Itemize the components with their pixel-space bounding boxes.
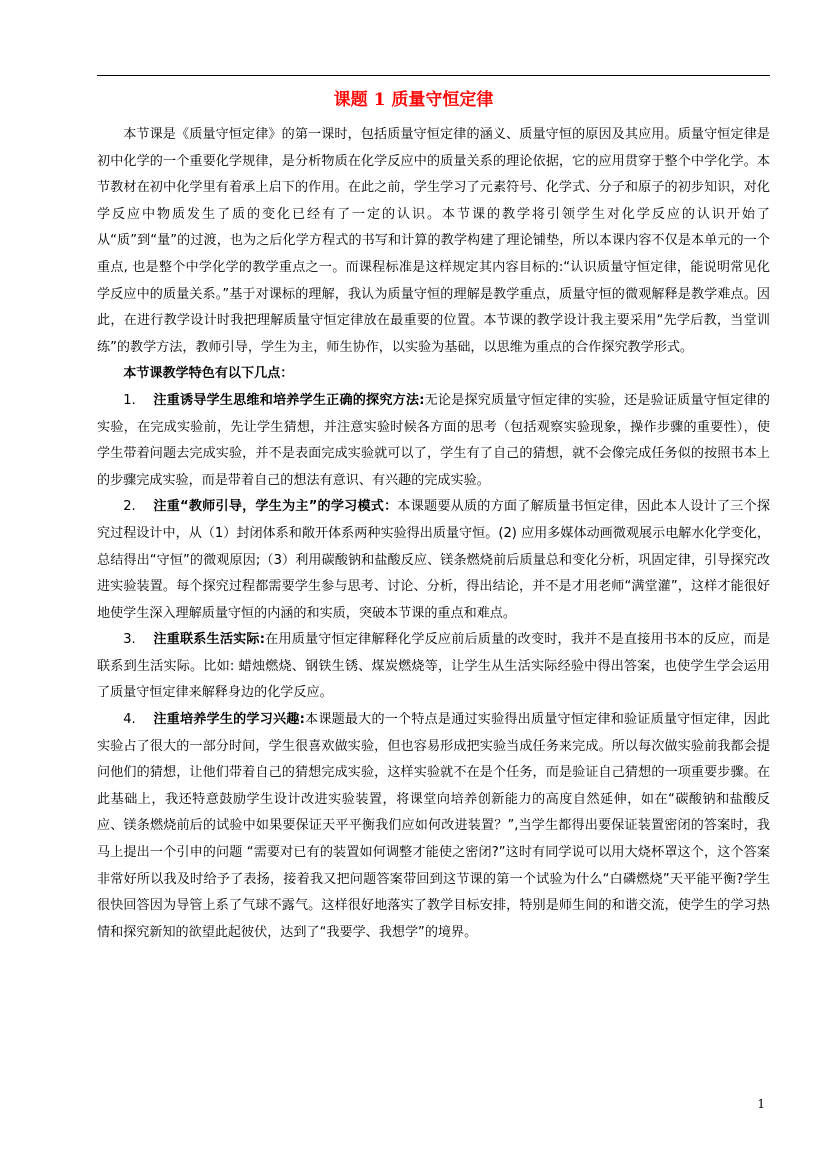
feature-number: 1.: [123, 392, 136, 408]
intro-paragraph: 本节课是《质量守恒定律》的第一课时，包括质量守恒定律的涵义、质量守恒的原因及其应用。质量守恒定律是初中化学的一个重要化学规律，是分析物质在化学反应中的质量关系的理论依据，它的应用贯穿于整个中学化学。本节教材在初中化学里有着承上启下的作用。在此之前，学生学习了元素符号、化学式、分子和原子的初步知识，对化学反应中物质发生了质的变化已经有了一定的认识。本节课的教学将引领学生对化学反应的认识开始了从“质”到“量”的过渡，也为之后化学方程式的书写和计算的教学构建了理论铺垫，所以本课内容不仅是本单元的一个重点, 也是整个中学化学的教学重点之一。而课程标准是这样规定其内容目标的:“认识质量守恒定律，能说明常见化学反应中的质量关系。”基于对课标的理解，我认为质量守恒的理解是教学重点，质量守恒的微观解释是教学难点。因此，在进行教学设计时我把理解质量守恒定律放在最重要的位置。本节课的教学设计我主要采用“先学后教，当堂训练”的教学方法，教师引导，学生为主，师生协作，以实验为基础，以思维为重点的合作探究教学形式。: [97, 127, 770, 355]
feature-lead: 注重诱导学生思维和培养学生正确的探究方法:: [153, 392, 425, 408]
feature-lead: 注重“教师引导，学生为主”的学习模式：: [153, 499, 398, 515]
feature-text: 在用质量守恒定律解释化学反应前后质量的改变时，我并不是直接用书本的反应，而是联系到生活实际。比如: 蜡烛燃烧、钢铁生锈、煤炭燃烧等，让学生从生活实际经验中得出答案，也使学生学会运用了质量守恒定律来解释身边的化学反应。: [97, 632, 770, 701]
header-rule: [97, 75, 770, 76]
feature-item-1: [97, 388, 770, 494]
feature-lead: 注重培养学生的学习兴趣:: [153, 712, 305, 728]
document-body: [97, 122, 770, 946]
feature-text: 本课题最大的一个特点是通过实验得出质量守恒定律和验证质量守恒定律，因此实验占了很大的一部分时间，学生很喜欢做实验，但也容易形成把实验当成任务来完成。所以每次做实验前我都会提问他们的猜想，让他们带着自己的猜想完成实验，这样实验就不在是个任务，而是验证自己猜想的一项重要步骤。在此基础上，我还特意鼓励学生设计改进实验装置，将课堂向培养创新能力的高度自然延伸，如在“碳酸钠和盐酸反应、镁条燃烧前后的试验中如果要保证天平平衡我们应如何改进装置？”,当学生都得出要保证装置密闭的答案时，我马上提出一个引申的问题 “需要对已有的装置如何调整才能使之密闭?”这时有同学说可以用大烧杯罩这个，这个答案非常好所以我及时给予了表扬，接着我又把问题答案带回到这节课的第一个试验为什么“白磷燃烧”天平能平衡?学生很快回答因为导管上系了气球不露气。这样很好地落实了教学目标安排，特别是师生间的和谐交流，使学生的学习热情和探究新知的欲望此起彼伏，达到了“我要学、我想学”的境界。: [97, 712, 770, 940]
feature-text: 本课题要从质的方面了解质量书恒定律，因此本人设计了三个探究过程设计中，从（1）封闭体系和敞开体系两种实验得出质量守恒。(2) 应用多媒体动画微观展示电解水化学变化，总结得出“守恒”的微观原因;（3）利用碳酸钠和盐酸反应、镁条燃烧前后质量总和变化分析，巩固定律，引导探究改进实验装置。每个探究过程都需要学生参与思考、讨论、分析，得出结论，并不是才用老师“满堂灌”，这样才能很好地使学生深入理解质量守恒的内涵的和实质，突破本节课的重点和难点。: [97, 499, 771, 621]
feature-number: 4.: [123, 712, 136, 728]
feature-item-3: [97, 627, 770, 707]
feature-number: 2.: [123, 499, 136, 515]
document-title: 课题 1 质量守恒定律: [333, 90, 494, 110]
feature-item-2: [97, 494, 770, 627]
features-heading: 本节课教学特色有以下几点：: [123, 366, 294, 382]
feature-text: 无论是探究质量守恒定律的实验，还是验证质量守恒定律的实验，在完成实验前，先让学生猜想，并注意实验时候各方面的思考（包括观察实验现象，操作步骤的重要性），使学生带着问题去完成实验，并不是表面完成实验就可以了，学生有了自己的猜想，就不会像完成任务似的按照书本上的步骤完成实验，而是带着自己的想法有意识、有兴趣的完成实验。: [97, 392, 770, 488]
page-number: 1: [757, 1097, 765, 1111]
feature-number: 3.: [123, 632, 136, 648]
feature-lead: 注重联系生活实际:: [153, 632, 265, 648]
feature-item-4: [97, 707, 770, 946]
